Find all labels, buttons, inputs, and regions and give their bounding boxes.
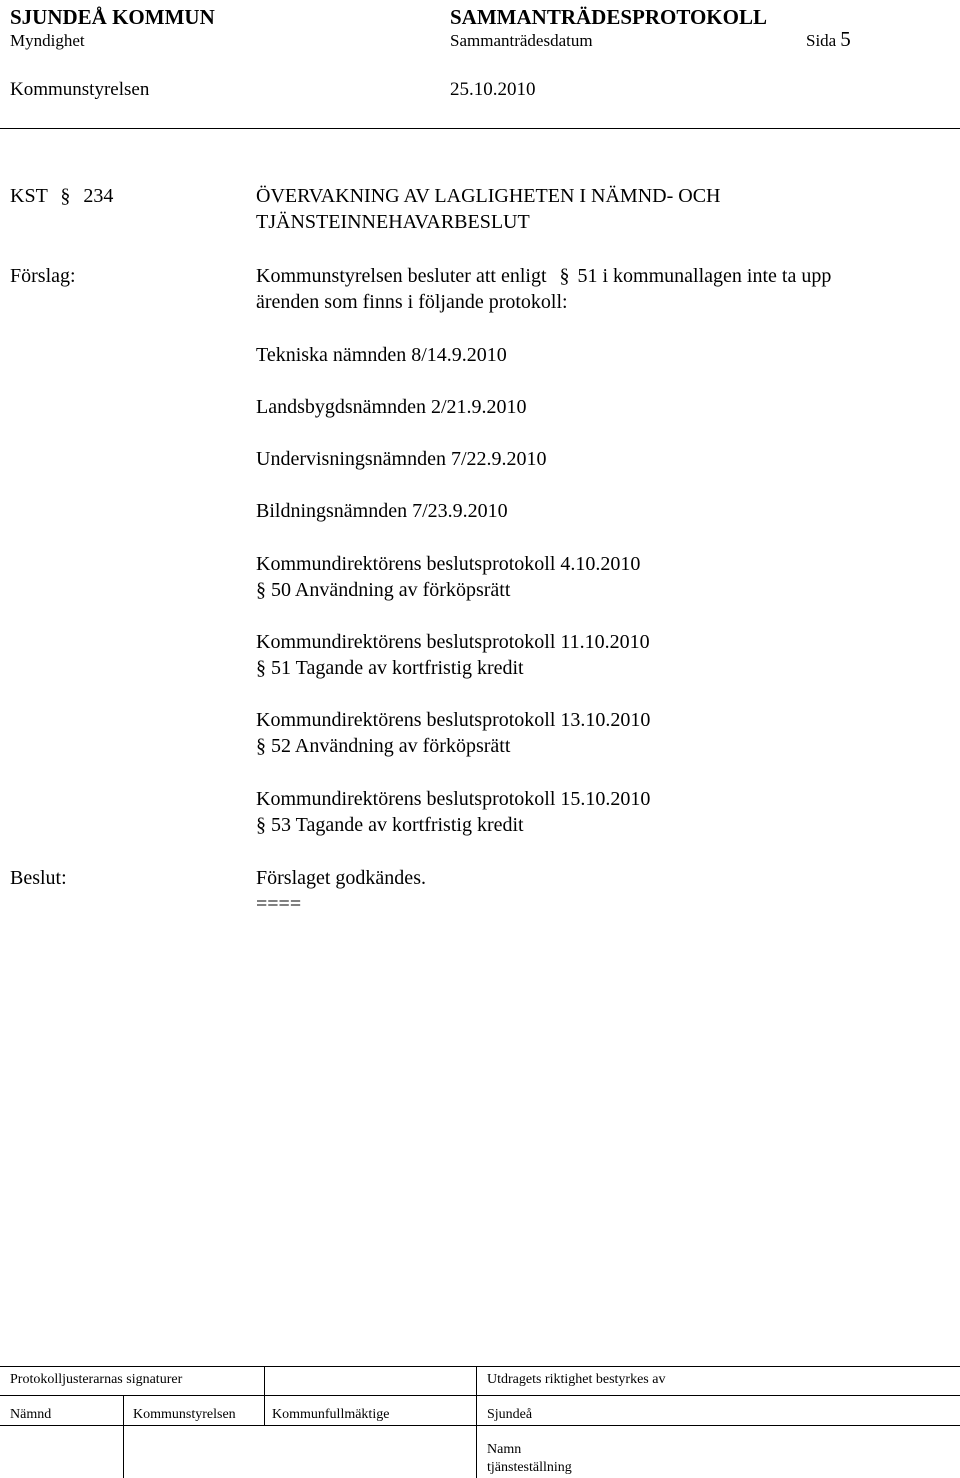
- header-date: 25.10.2010: [450, 79, 536, 100]
- protocol-item: Landsbygdsnämnden 2/21.9.2010: [256, 396, 527, 418]
- footer-divider-mid: [0, 1395, 960, 1396]
- decision-protocol-detail: 51 Tagande av kortfristig kredit: [271, 657, 524, 679]
- proposal-intro: [256, 263, 831, 315]
- header-org: SJUNDEÅ KOMMUN: [10, 5, 215, 29]
- header-authority-label: Myndighet: [10, 31, 85, 50]
- footer-title-label: tjänsteställning: [487, 1460, 572, 1475]
- decision-protocol-title: Kommundirektörens beslutsprotokoll 13.10.2010: [256, 709, 651, 731]
- header-doc-type: SAMMANTRÄDESPROTOKOLL: [450, 5, 767, 29]
- item-code: KST: [10, 185, 48, 207]
- decision-text: Förslaget godkändes.: [256, 867, 426, 889]
- decision-protocol: [256, 707, 650, 759]
- protocol-item: Tekniska nämnden 8/14.9.2010: [256, 344, 507, 366]
- decision-protocol-title: Kommundirektörens beslutsprotokoll 11.10.2010: [256, 631, 650, 653]
- protocol-item: Bildningsnämnden 7/23.9.2010: [256, 500, 508, 522]
- decision-protocol: [256, 551, 640, 603]
- page-number: 5: [840, 27, 851, 51]
- decision-protocol: [256, 786, 650, 838]
- decision-section-sign: §: [256, 579, 266, 601]
- footer-signatures-label: Protokolljusterarnas signaturer: [10, 1372, 183, 1387]
- decision-end-mark: ====: [256, 893, 302, 915]
- decision-section-sign: §: [256, 735, 266, 757]
- decision-label: Beslut:: [10, 867, 67, 889]
- decision-protocol: [256, 629, 650, 681]
- decision-protocol-detail: 53 Tagande av kortfristig kredit: [271, 814, 524, 836]
- decision-protocol-detail: 52 Användning av förköpsrätt: [271, 735, 511, 757]
- footer-vline: [264, 1366, 265, 1425]
- decision-section-sign: §: [256, 657, 266, 679]
- header-divider: [0, 128, 960, 129]
- footer-divider-top: [0, 1366, 960, 1367]
- proposal-text-b: 51 i kommunallagen inte ta upp: [577, 265, 832, 287]
- footer-col-kf: Kommunfullmäktige: [272, 1407, 390, 1422]
- protocol-item: Undervisningsnämnden 7/22.9.2010: [256, 448, 547, 470]
- decision-body: [256, 865, 426, 917]
- header-authority: Kommunstyrelsen: [10, 79, 150, 100]
- footer-divider-bottom: [0, 1425, 960, 1426]
- page-label: Sida: [806, 31, 837, 50]
- header-date-label: Sammanträdesdatum: [450, 31, 593, 50]
- proposal-text-line2: ärenden som finns i följande protokoll:: [256, 291, 568, 313]
- page-indicator: [806, 27, 851, 52]
- proposal-section-sign: §: [559, 265, 570, 287]
- footer-col-namnd: Nämnd: [10, 1407, 52, 1422]
- footer-place: Sjundeå: [487, 1407, 533, 1422]
- item-number: [10, 183, 113, 209]
- proposal-text-a: Kommunstyrelsen besluter att enligt: [256, 265, 547, 287]
- item-number-value: 234: [83, 185, 114, 207]
- decision-section-sign: §: [256, 814, 266, 836]
- item-title-line1: ÖVERVAKNING AV LAGLIGHETEN I NÄMND- OCH: [256, 185, 721, 207]
- footer-certify-label: Utdragets riktighet bestyrkes av: [487, 1372, 666, 1387]
- decision-protocol-title: Kommundirektörens beslutsprotokoll 4.10.2010: [256, 553, 641, 575]
- footer-col-ks: Kommunstyrelsen: [133, 1407, 236, 1422]
- decision-protocol-detail: 50 Användning av förköpsrätt: [271, 579, 511, 601]
- footer-vline: [476, 1366, 477, 1478]
- item-title: [256, 183, 721, 235]
- decision-protocol-title: Kommundirektörens beslutsprotokoll 15.10.2010: [256, 788, 651, 810]
- item-title-line2: TJÄNSTEINNEHAVARBESLUT: [256, 211, 530, 233]
- footer-vline: [123, 1395, 124, 1478]
- footer-name-label: Namn: [487, 1442, 522, 1457]
- item-section-sign: §: [60, 185, 71, 207]
- proposal-label: Förslag:: [10, 265, 76, 287]
